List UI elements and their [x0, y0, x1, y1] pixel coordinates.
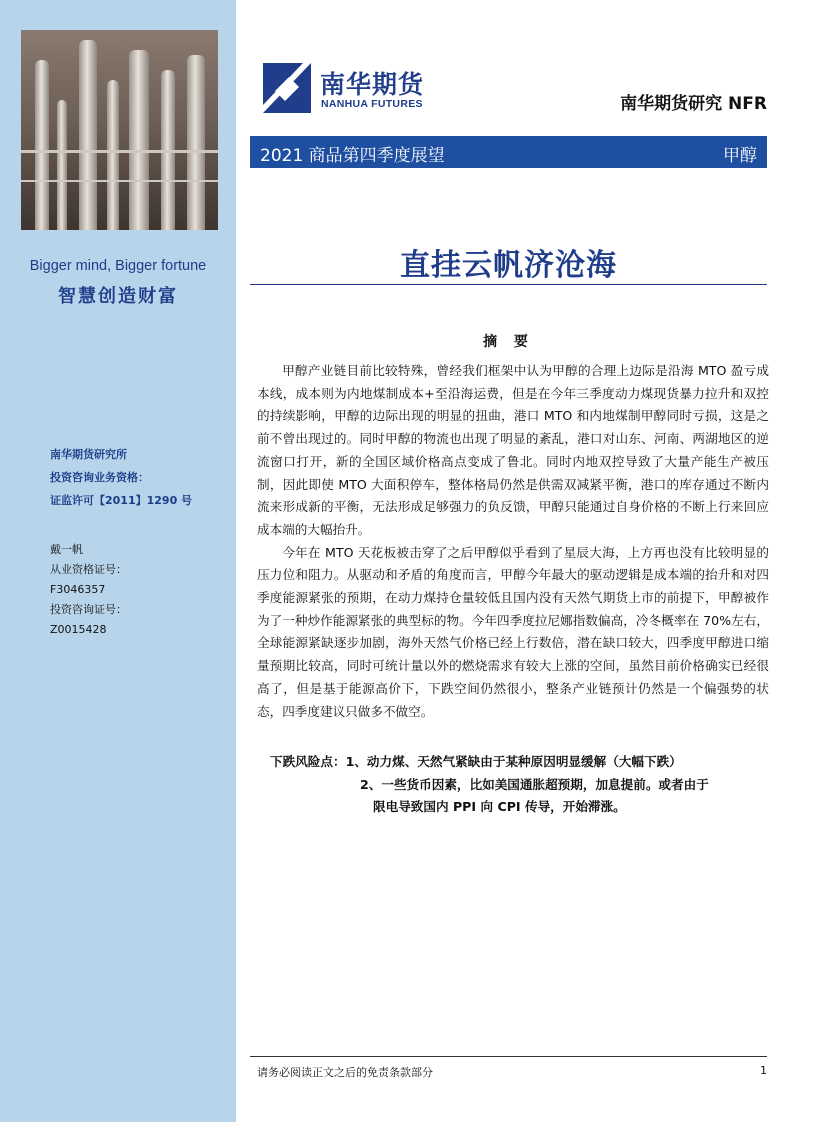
page-number: 1	[760, 1064, 767, 1077]
institute-name: 南华期货研究所	[50, 448, 127, 461]
report-title-bar	[250, 136, 767, 168]
abstract-body	[257, 360, 769, 723]
commodity-label: 甲醇	[723, 146, 757, 166]
risk-points	[270, 751, 770, 819]
footer-divider	[250, 1056, 767, 1057]
refinery-photo	[21, 30, 218, 230]
risk-line: 限电导致国内 PPI 向 CPI 传导，开始滞涨。	[373, 799, 626, 815]
analyst-info	[50, 540, 127, 640]
title-divider	[250, 284, 767, 285]
company-logo	[263, 63, 433, 115]
license-number: 证监许可【2011】1290 号	[50, 494, 193, 507]
report-series: 2021 商品第四季度展望	[260, 146, 445, 166]
institute-info	[50, 443, 192, 512]
cert-number: F3046357	[50, 583, 106, 596]
tagline-chinese: 智慧创造财富	[58, 286, 178, 307]
paragraph: 甲醇产业链目前比较特殊，曾经我们框架中认为甲醇的合理上边际是沿海 MTO 盈亏成本线，成本则为内地煤制成本+至沿海运费，但是在今年三季度动力煤现货暴力拉升和双控的持续影响，甲醇的边际出现的明显的扭曲，港口 MTO 和内地煤制甲醇同时亏损，这是之前不曾出现过的。同时甲醇的物流也出现了明显的紊乱，港口对山东、河南、两湖地区的逆流窗口打开，新的全国区域价格高点变成了鲁北。同时内地双控导致了大量产能生产被压制，因此即使 MTO 大面积停车，整体格局仍然是供需双减紧平衡，港口的库存通过不断内流来形成新的平衡，无法形成足够强力的负反馈，甲醇只能通过自身价格的不断上行来回应成本端的大幅抬升。	[257, 363, 769, 537]
sidebar	[0, 0, 236, 1122]
analyst-name: 戴一帆	[50, 543, 83, 556]
advisory-label: 投资咨询证号：	[50, 603, 127, 616]
tagline-english: Bigger mind, Bigger fortune	[29, 258, 207, 274]
paragraph: 今年在 MTO 天花板被击穿了之后甲醇似乎看到了星辰大海，上方再也没有比较明显的压力位和阻力。从驱动和矛盾的角度而言，甲醇今年最大的驱动逻辑是成本端的抬升和对四季度能源紧张的预期，在动力煤持仓量较低且国内没有天然气期货上市的前提下，甲醇被作为了一种炒作能源紧张的典型标的物。今年四季度拉尼娜指数偏高，冷冬概率在 70%左右，全球能源紧缺逐步加剧，海外天然气价格已经上行数倍，潜在缺口较大，四季度甲醇进口缩量预期比较高，同时可统计量以外的燃烧需求有较大上涨的空间，虽然目前价格确实已经很高了，但是基于能源高价下，下跌空间仍然很小，整条产业链预计仍然是一个偏强势的状态，四季度建议只做多不做空。	[257, 544, 769, 719]
abstract-heading: 摘 要	[483, 334, 534, 350]
advisory-number: Z0015428	[50, 623, 107, 636]
disclaimer-note: 请务必阅读正文之后的免责条款部分	[257, 1066, 433, 1079]
nanhua-logo-icon	[263, 63, 311, 113]
logo-chinese: 南华期货	[320, 70, 425, 99]
research-brand: 南华期货研究 NFR	[620, 94, 767, 114]
risk-line: 下跌风险点：1、动力煤、天然气紧缺由于某种原因明显缓解（大幅下跌）	[270, 754, 682, 769]
logo-english: NANHUA FUTURES	[321, 98, 423, 110]
page-title: 直挂云帆济沧海	[400, 248, 617, 283]
cert-label: 从业资格证号：	[50, 563, 127, 576]
risk-line: 2、一些货币因素，比如美国通胀超预期，加息提前。或者由于	[360, 776, 709, 792]
qualification-label: 投资咨询业务资格：	[50, 471, 149, 484]
